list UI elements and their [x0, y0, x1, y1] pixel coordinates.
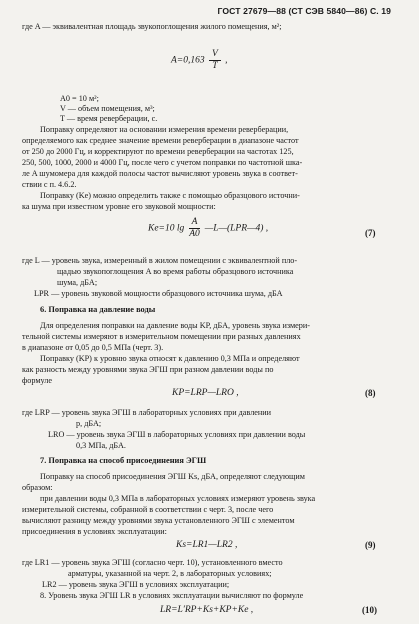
def-line: V — объем помещения, м³;	[60, 104, 155, 113]
paragraph-line: как разность между уровнями звука ЭГШ при разном давлении воды по	[22, 365, 274, 374]
paragraph-line: шума, дБА;	[57, 278, 98, 287]
formula-area	[171, 49, 228, 72]
paragraph-line: щадью звукопоглощения A во время работы образцового источника	[57, 267, 294, 276]
paragraph-line: LR2 — уровень звука ЭГШ в условиях эксплуатации;	[42, 580, 230, 589]
section-heading: 6. Поправка на давление воды	[40, 305, 156, 314]
fraction-numerator: A	[189, 217, 201, 229]
section-heading: 7. Поправка на способ присоединения ЭГШ	[40, 456, 207, 465]
paragraph-line: арматуры, указанной на черт. 2, в лабораторных условиях;	[68, 569, 272, 578]
paragraph-line: определяемого как среднее значение времени реверберации в диапазоне частот	[22, 136, 299, 145]
equation-number: (7)	[365, 228, 376, 238]
paragraph-line: тельной системы измеряют в измерительном помещении при разных давлениях	[22, 332, 301, 341]
formula-7	[148, 217, 268, 240]
page-header: ГОСТ 27679—88 (СТ СЭВ 5840—86) С. 19	[217, 6, 391, 16]
paragraph-line: где L — уровень звука, измеренный в жилом помещении с эквивалентной пло-	[22, 256, 298, 265]
paragraph-line: Поправку определяют на основании измерения времени реверберации,	[40, 125, 289, 134]
paragraph-line: 0,3 МПа, дБА.	[76, 441, 126, 450]
fraction-denominator: T	[212, 61, 218, 71]
paragraph-line: ка шума при известном уровне его звуковой мощности:	[22, 202, 216, 211]
paragraph-line: LRO — уровень звука ЭГШ в лабораторных условиях при давлении воды	[48, 430, 306, 439]
formula-10: LR=L′RP+Ks+KP+Ke ,	[160, 605, 254, 615]
paragraph-line: Поправку (KP) к уровню звука относят к давлению 0,3 МПа и определяют	[40, 354, 300, 363]
paragraph-line: где LRP — уровень звука ЭГШ в лабораторных условиях при давлении	[22, 408, 272, 417]
paragraph-line: ствии с п. 4.6.2.	[22, 180, 77, 189]
formula-rhs: —L—(LPR—4) ,	[204, 223, 269, 234]
formula-9: Ks=LR1—LR2 ,	[176, 540, 238, 550]
paragraph-line: где LR1 — уровень звука ЭГШ (согласно черт. 10), установленного вместо	[22, 558, 283, 567]
formula-lhs: A=0,163	[171, 55, 205, 66]
equation-number: (9)	[365, 540, 376, 550]
paragraph-line: Для определения поправки на давление воды KP, дБА, уровень звука измери-	[40, 321, 310, 330]
def-line: A0 = 10 м²;	[60, 94, 99, 103]
paragraph-line: в диапазоне от 0,05 до 0,5 МПа (черт. 3).	[22, 343, 164, 352]
paragraph-line: LPR — уровень звуковой мощности образцового источника шума, дБА	[34, 289, 283, 298]
fraction-numerator: V	[209, 49, 221, 61]
paragraph-line: p, дБА;	[76, 419, 102, 428]
paragraph-line: вычисляют разницу между уровнями звука установленного ЭГШ с элементом	[22, 516, 295, 525]
paragraph-line: от 250 до 2000 Гц, и корректируют по времени реверберации на частотах 125,	[22, 147, 294, 156]
paragraph-line: образом:	[22, 483, 53, 492]
paragraph-line: ле A шумомера для каждой полосы частот вычисляют уровень звука в соответ-	[22, 169, 298, 178]
paragraph-line: Поправку (Ke) можно определить также с помощью образцового источни-	[40, 191, 300, 200]
paragraph-line: измерительной системы, собранной в соответствии с черт. 3, после чего	[22, 505, 274, 514]
fraction	[209, 49, 221, 72]
paragraph-line: присоединения в условиях эксплуатации:	[22, 527, 167, 536]
fraction	[189, 217, 201, 240]
formula-lhs: Ke=10 lg	[148, 223, 185, 234]
formula-8: KP=LRP—LRO ,	[172, 388, 239, 398]
paragraph-line: 8. Уровень звука ЭГШ LR в условиях эксплуатации вычисляют по формуле	[40, 591, 304, 600]
fraction-denominator: A0	[189, 229, 200, 239]
paragraph-line: при давлении воды 0,3 МПа в лабораторных условиях измеряют уровень звука	[40, 494, 316, 503]
paragraph-line: Поправку на способ присоединения ЭГШ Ks, дБА, определяют следующим	[40, 472, 305, 481]
equation-number: (10)	[362, 605, 377, 615]
def-line: T — время реверберации, с.	[60, 114, 158, 123]
paragraph-line: формуле	[22, 376, 53, 385]
formula-tail: ,	[225, 55, 228, 66]
paragraph-line: 250, 500, 1000, 2000 и 4000 Гц, после чего с учетом поправки по частотной шка-	[22, 158, 303, 167]
equation-number: (8)	[365, 388, 376, 398]
intro-line: где A — эквивалентная площадь звукопоглощения жилого помещения, м²;	[22, 22, 282, 31]
